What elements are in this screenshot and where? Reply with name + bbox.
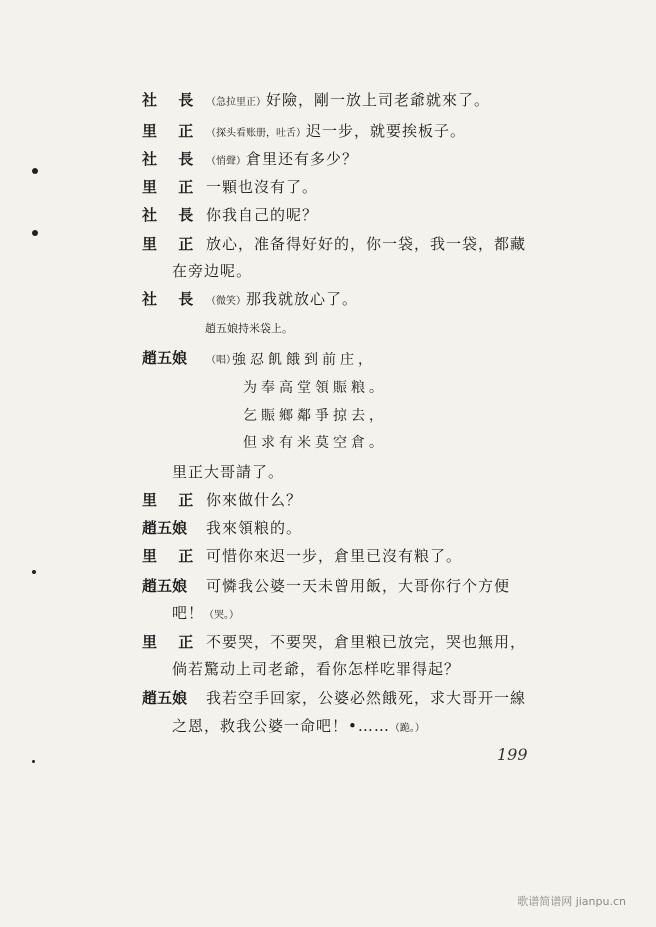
line-continuation bbox=[172, 716, 425, 739]
dialogue-line bbox=[142, 149, 358, 172]
speaker-name: 趙五娘 bbox=[142, 689, 188, 707]
dialogue-line bbox=[142, 121, 466, 144]
stage-direction: （悄聲） bbox=[206, 156, 246, 167]
spoken-line: 里正大哥請了。 bbox=[172, 463, 285, 481]
dialogue-line bbox=[142, 205, 318, 225]
stage-direction: （探头看账册，吐舌） bbox=[206, 128, 306, 139]
speaker-name: 社 長 bbox=[142, 150, 202, 168]
line-text: 你來做什么？ bbox=[206, 491, 303, 509]
song-line: 強忍飢餓到前庄， bbox=[232, 352, 376, 368]
line-continuation bbox=[172, 603, 239, 626]
line-text: 不要哭，不要哭，倉里粮已放完，哭也無用， bbox=[206, 633, 527, 651]
line-text: 那我就放心了。 bbox=[246, 290, 359, 308]
stage-direction: （微笑） bbox=[206, 296, 246, 307]
line-text: 倉里还有多少？ bbox=[246, 150, 359, 168]
dialogue-line bbox=[142, 632, 526, 652]
line-text: 我若空手回家，公婆必然餓死，求大哥开一線 bbox=[206, 689, 527, 707]
line-continuation: 倘若驚动上司老爺，看你怎样吃罪得起？ bbox=[172, 660, 461, 678]
dialogue-line bbox=[142, 289, 358, 312]
speaker-name: 里 正 bbox=[142, 491, 202, 509]
line-text: 可憐我公婆一天未曾用飯，大哥你行个方便 bbox=[206, 577, 511, 595]
dialogue-line bbox=[142, 90, 490, 113]
margin-dot bbox=[32, 760, 35, 763]
line-text: 放心，准备得好好的，你一袋，我一袋，都藏 bbox=[206, 235, 527, 253]
margin-dot bbox=[32, 168, 38, 174]
line-text: 一顆也沒有了。 bbox=[206, 178, 319, 196]
speaker-name: 里 正 bbox=[142, 633, 202, 651]
page-number: 199 bbox=[497, 745, 528, 764]
margin-dot bbox=[32, 230, 38, 236]
speaker-name: 里 正 bbox=[142, 547, 202, 565]
speaker-name: 趙五娘 bbox=[142, 519, 188, 537]
stage-direction: （跪。） bbox=[389, 723, 425, 734]
speaker-name: 趙五娘 bbox=[142, 349, 188, 367]
margin-dot bbox=[32, 570, 36, 574]
stage-direction: （急拉里正） bbox=[206, 97, 266, 108]
stage-direction: （唱） bbox=[206, 355, 236, 366]
dialogue-line bbox=[142, 177, 318, 197]
line-text: 你我自己的呢？ bbox=[206, 206, 319, 224]
song-line: 但求有米莫空倉。 bbox=[243, 435, 387, 451]
line-text: 好險，剛一放上司老爺就來了。 bbox=[266, 91, 491, 109]
speaker-name: 社 長 bbox=[142, 290, 202, 308]
dialogue-line bbox=[142, 490, 302, 510]
line-text: 迟一步，就要挨板子。 bbox=[306, 122, 467, 140]
dialogue-line bbox=[142, 576, 510, 596]
song-line: 为奉高堂領賑粮。 bbox=[243, 380, 387, 396]
stage-direction-entrance: 趙五娘持米袋上。 bbox=[205, 322, 293, 335]
dialogue-line bbox=[142, 518, 302, 538]
dialogue-line bbox=[142, 546, 462, 566]
speaker-name: 社 長 bbox=[142, 206, 202, 224]
stage-direction: （哭。） bbox=[204, 610, 240, 621]
song-line: 乞賑鄉鄰爭掠去， bbox=[243, 408, 387, 424]
song-header bbox=[142, 348, 236, 371]
speaker-name: 里 正 bbox=[142, 235, 202, 253]
ellipsis: •…… bbox=[348, 717, 390, 735]
line-text: 可惜你來迟一步，倉里已沒有粮了。 bbox=[206, 547, 463, 565]
line-text: 我來領粮的。 bbox=[206, 519, 303, 537]
continuation-text: 吧！ bbox=[172, 604, 205, 622]
speaker-name: 里 正 bbox=[142, 122, 202, 140]
continuation-text: 之恩，救我公婆一命吧！ bbox=[172, 717, 349, 735]
speaker-name: 趙五娘 bbox=[142, 577, 188, 595]
speaker-name: 社 長 bbox=[142, 91, 202, 109]
watermark: 歌谱简谱网 jianpu.cn bbox=[517, 895, 626, 908]
speaker-name: 里 正 bbox=[142, 178, 202, 196]
dialogue-line bbox=[142, 688, 526, 708]
dialogue-line bbox=[142, 234, 526, 254]
line-continuation: 在旁边呢。 bbox=[172, 262, 253, 280]
